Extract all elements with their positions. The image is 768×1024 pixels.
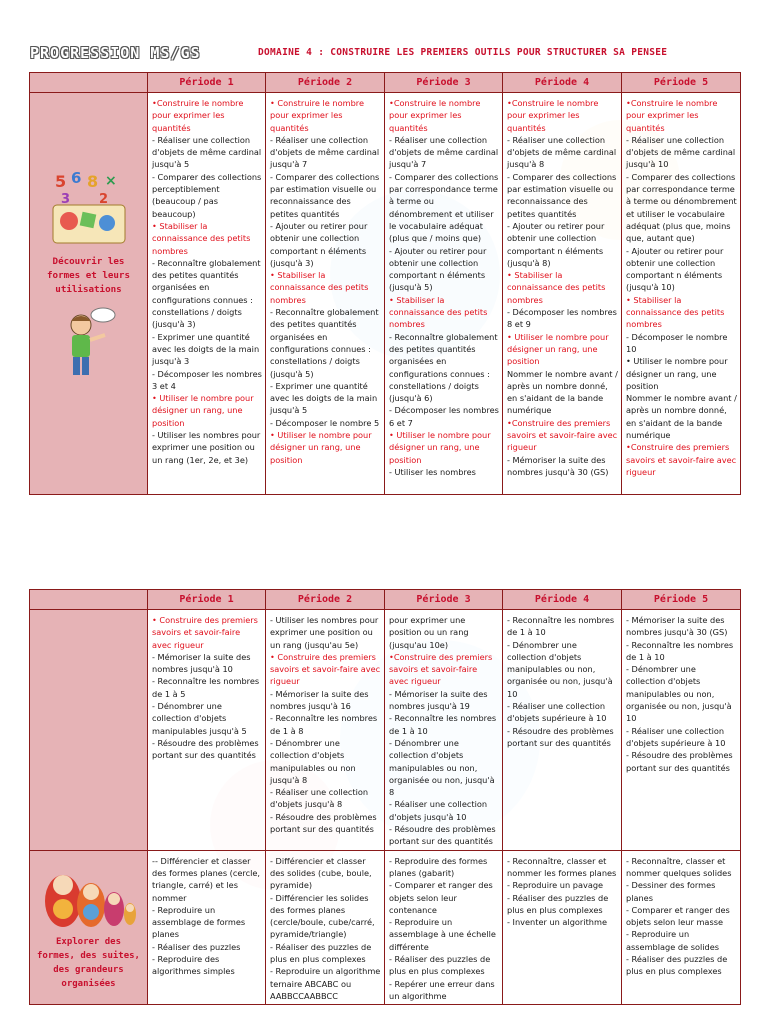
cell-item: - Décomposer le nombre 5: [270, 417, 380, 428]
cell-item: - Reproduire des formes planes (gabarit): [389, 855, 488, 878]
cell-item: •Construire des premiers savoirs et savoir-faire avec rigueur: [389, 651, 493, 687]
cell-item: - Dénombrer une collection d'objets manipulables ou non jusqu'à 8: [270, 737, 356, 785]
cell-item: - Mémoriser la suite des nombres jusqu'à 19: [389, 688, 488, 712]
child-speaking-icon: [61, 307, 117, 381]
period-header-row: [30, 73, 741, 93]
cell-item: Nommer le nombre avant / après un nombre donné, en s'aidant de la bande numérique: [507, 368, 618, 416]
row-label: Découvrir les formes et leurs utilisations: [47, 256, 130, 295]
cell-item: - Comparer et ranger des objets selon leur contenance: [389, 880, 493, 915]
cell-item: - Résoudre des problèmes portant sur des quantités: [152, 737, 259, 761]
period-header-2: Période 2: [266, 73, 385, 93]
period-cell-1: [148, 850, 266, 1005]
period-cell-5: [622, 850, 741, 1005]
cell-item: - Réaliser une collection d'objets de même cardinal jusqu'à 7: [389, 134, 499, 170]
period-header-3: Période 3: [385, 590, 503, 610]
cell-item: - Réaliser une collection d'objets de même cardinal jusqu'à 5: [152, 134, 262, 170]
svg-text:5: 5: [54, 172, 66, 191]
cell-item: - Reconnaître, classer et nommer les formes planes: [507, 855, 617, 878]
cell-item: - Dénombrer une collection d'objets manipulables ou non, organisée ou non, jusqu'à 8: [389, 737, 495, 798]
cell-item: - Utiliser les nombres: [389, 466, 476, 477]
numbers-illustration-icon: [49, 165, 129, 247]
cell-item: - Réaliser des puzzles de plus en plus complexes: [507, 892, 609, 915]
cell-item: - Reconnaître, classer et nommer quelques solides: [626, 855, 732, 878]
cell-item: - Réaliser une collection d'objets jusqu'à 8: [270, 787, 369, 810]
period-header-1: Période 1: [148, 73, 266, 93]
cell-item: - Utiliser les nombres pour exprimer une position ou un rang (jusqu'au 5e): [270, 615, 379, 650]
cell-item: • Utiliser le nombre pour désigner un rang, une position: [152, 393, 254, 428]
period-cell-3: [385, 93, 503, 495]
cell-item: - Exprimer une quantité avec les doigts de la main jusqu'à 3: [152, 331, 260, 367]
svg-text:6: 6: [70, 169, 81, 187]
svg-text:8: 8: [86, 172, 98, 191]
period-cell-2: [266, 610, 385, 851]
cell-item: - Résoudre des problèmes portant sur des quantités: [270, 811, 377, 835]
cell-item: • Stabiliser la connaissance des petits nombres: [152, 220, 251, 256]
page-title: PROGRESSION MS/GS: [30, 44, 201, 62]
cell-item: -- Différencier et classer des formes planes (cercle, triangle, carré) et les nommer: [152, 855, 261, 903]
cell-item: • Stabiliser la connaissance des petits nombres: [507, 270, 606, 305]
cell-item: - Réaliser une collection d'objets jusqu'à 10: [389, 799, 488, 822]
cell-item: - Résoudre des problèmes portant sur des quantités: [389, 824, 496, 847]
cell-item: - Décomposer le nombre 10: [626, 331, 728, 354]
domain-title: DOMAINE 4 : CONSTRUIRE LES PREMIERS OUTILS POUR STRUCTURER SA PENSEE: [258, 47, 668, 58]
cell-item: • Construire des premiers savoirs et savoir-faire avec rigueur: [152, 615, 258, 650]
cell-item: - Réaliser des puzzles de plus en plus complexes: [270, 941, 372, 965]
table-row: [30, 610, 741, 851]
cell-item: •Construire le nombre pour exprimer les quantités: [507, 98, 599, 133]
cell-item: - Ajouter ou retirer pour obtenir une collection comportant n éléments (jusqu'à 10): [626, 245, 724, 293]
cell-item: • Utiliser le nombre pour désigner un rang, une position: [270, 430, 372, 465]
cell-item: • Construire des premiers savoirs et savoir-faire avec rigueur: [270, 651, 381, 687]
cell-item: - Réaliser des puzzles de plus en plus complexes: [389, 954, 491, 977]
period-header-5: Période 5: [622, 73, 741, 93]
period-header-row: [30, 590, 741, 610]
cell-item: • Utiliser le nombre pour désigner un rang, une position: [507, 331, 609, 367]
cell-item: - Reconnaître les nombres de 1 à 5: [152, 676, 260, 699]
cell-item: - Reconnaître les nombres de 1 à 8: [270, 713, 378, 736]
period-header-5: Période 5: [622, 590, 741, 610]
corner-cell: [30, 590, 148, 610]
cell-item: - Reproduire un assemblage à une échelle différente: [389, 917, 496, 952]
cell-item: - Utiliser les nombres pour exprimer une position ou un rang (1er, 2e, et 3e): [152, 430, 261, 465]
period-cell-4: [503, 93, 622, 495]
period-cell-5: [622, 610, 741, 851]
cell-item: - Comparer des collections par correspondance terme à terme ou dénombrement et utiliser le vocabulaire adéquat (plus que / moins que): [389, 171, 499, 244]
table-row: [30, 850, 741, 1005]
cell-item: • Stabiliser la connaissance des petits nombres: [389, 294, 488, 330]
cell-item: - Réaliser une collection d'objets de même cardinal jusqu'à 8: [507, 134, 617, 170]
period-cell-1: [148, 610, 266, 851]
cell-item: - Réaliser une collection d'objets supérieure à 10: [507, 701, 607, 724]
cell-item: - Dénombrer une collection d'objets manipulables ou non, organisée ou non, jusqu'à 10: [626, 664, 732, 724]
table-row: [30, 93, 741, 495]
period-header-2: Période 2: [266, 590, 385, 610]
cell-item: - Mémoriser la suite des nombres jusqu'à 30 (GS): [626, 615, 728, 638]
period-header-4: Période 4: [503, 73, 622, 93]
cell-item: - Mémoriser la suite des nombres jusqu'à 16: [270, 688, 369, 712]
period-cell-5: [622, 93, 741, 495]
cell-item: - Comparer des collections perceptiblement (beaucoup / pas beaucoup): [152, 171, 262, 219]
cell-item: - Reproduire des algorithmes simples: [152, 954, 235, 977]
nesting-dolls-icon: [41, 859, 137, 929]
period-cell-3: [385, 850, 503, 1005]
cell-item: • Stabiliser la connaissance des petits nombres: [270, 270, 369, 305]
period-cell-3: [385, 610, 503, 851]
cell-item: • Utiliser le nombre pour désigner un rang, une position: [626, 356, 728, 391]
cell-item: •Construire des premiers savoirs et savoir-faire avec rigueur: [626, 442, 737, 477]
row-label-cell: [30, 850, 148, 1005]
svg-text:×: ×: [104, 173, 117, 189]
cell-item: - Reconnaître globalement des petites quantités organisées en configurations connues : constellations / doigts (jusqu'à 6): [389, 331, 498, 404]
row-label-cell-empty: [30, 610, 148, 851]
cell-item: - Décomposer les nombres 6 et 7: [389, 405, 499, 428]
cell-item: - Inventer un algorithme: [507, 917, 607, 928]
period-header-4: Période 4: [503, 590, 622, 610]
cell-item: •Construire des premiers savoirs et savoir-faire avec rigueur: [507, 417, 618, 453]
cell-item: •Construire le nombre pour exprimer les quantités: [152, 98, 244, 133]
period-cell-2: [266, 850, 385, 1005]
cell-item: - Mémoriser la suite des nombres jusqu'à 30 (GS): [507, 454, 609, 477]
cell-item: - Différencier les solides des formes planes (cercle/boule, cube/carré, pyramide/triangle): [270, 892, 375, 940]
cell-item: - Décomposer les nombres 3 et 4: [152, 368, 262, 391]
cell-item: - Reconnaître les nombres de 1 à 10: [626, 639, 734, 662]
cell-item: - Réaliser une collection d'objets supérieure à 10: [626, 725, 726, 748]
cell-item: pour exprimer une position ou un rang (jusqu'au 10e): [389, 615, 469, 650]
cell-item: - Résoudre des problèmes portant sur des quantités: [626, 750, 733, 773]
cell-item: - Comparer et ranger des objets selon leur masse: [626, 904, 730, 928]
cell-item: • Stabiliser la connaissance des petits nombres: [626, 294, 725, 330]
cell-item: - Reconnaître les nombres de 1 à 10: [389, 713, 497, 736]
period-header-3: Période 3: [385, 73, 503, 93]
cell-item: - Reproduire un assemblage de formes planes: [152, 904, 246, 940]
svg-text:2: 2: [98, 192, 108, 207]
corner-cell: [30, 73, 148, 93]
row-label-cell: [30, 93, 148, 495]
cell-item: - Dénombrer une collection d'objets manipulables ou non, organisée ou non, jusqu'à 10: [507, 639, 613, 699]
svg-text:3: 3: [60, 192, 70, 207]
cell-item: - Repérer une erreur dans un algorithme: [389, 978, 495, 1001]
cell-item: •Construire le nombre pour exprimer les quantités: [626, 98, 718, 133]
cell-item: - Reproduire un algorithme ternaire ABCABC ou AABBCCAABBCC: [270, 966, 381, 1001]
cell-item: - Différencier et classer des solides (cube, boule, pyramide): [270, 855, 372, 891]
cell-item: - Résoudre des problèmes portant sur des quantités: [507, 725, 614, 748]
cell-item: •Construire le nombre pour exprimer les quantités: [389, 98, 481, 133]
cell-item: - Comparer des collections par correspondance terme à terme ou dénombrement et utiliser le vocabulaire adéquat (plus que, moins que, autant que): [626, 171, 737, 244]
cell-item: - Reconnaître globalement des petites quantités organisées en configurations connues : constellations / doigts (jusqu'à 3): [152, 257, 261, 330]
period-header-1: Période 1: [148, 590, 266, 610]
progression-table-2: [29, 589, 741, 1005]
cell-item: - Réaliser des puzzles de plus en plus complexes: [626, 954, 728, 977]
cell-item: - Comparer des collections par estimation visuelle ou reconnaissance des petites quantités: [270, 171, 380, 219]
cell-item: - Ajouter ou retirer pour obtenir une collection comportant n éléments (jusqu'à 5): [389, 245, 487, 293]
cell-item: - Mémoriser la suite des nombres jusqu'à 10: [152, 651, 251, 675]
cell-item: Nommer le nombre avant / après un nombre donné, en s'aidant de la bande numérique: [626, 393, 737, 441]
cell-item: - Reproduire un assemblage de solides: [626, 929, 720, 952]
row-label: Explorer des formes, des suites, des grandeurs organisées: [37, 936, 140, 989]
cell-item: - Dessiner des formes planes: [626, 880, 716, 903]
cell-item: - Réaliser une collection d'objets de même cardinal jusqu'à 7: [270, 134, 380, 170]
cell-item: • Utiliser le nombre pour désigner un rang, une position: [389, 430, 491, 465]
cell-item: - Ajouter ou retirer pour obtenir une collection comportant n éléments (jusqu'à 8): [507, 220, 605, 268]
cell-item: - Décomposer les nombres 8 et 9: [507, 307, 617, 330]
cell-item: - Reconnaître les nombres de 1 à 10: [507, 615, 615, 638]
cell-item: • Construire le nombre pour exprimer les quantités: [270, 98, 364, 133]
cell-item: - Comparer des collections par estimation visuelle ou reconnaissance des petites quantités: [507, 171, 617, 219]
cell-item: - Reconnaître globalement des petites quantités organisées en configurations connues : constellations / doigts (jusqu'à 5): [270, 307, 379, 379]
period-cell-4: [503, 610, 622, 851]
cell-item: - Reproduire un pavage: [507, 880, 604, 891]
cell-item: - Ajouter ou retirer pour obtenir une collection comportant n éléments (jusqu'à 3): [270, 220, 368, 268]
period-cell-2: [266, 93, 385, 495]
period-cell-1: [148, 93, 266, 495]
cell-item: - Exprimer une quantité avec les doigts de la main jusqu'à 5: [270, 380, 378, 416]
cell-item: - Dénombrer une collection d'objets manipulables jusqu'à 5: [152, 701, 247, 736]
progression-table-1: [29, 72, 741, 495]
period-cell-4: [503, 850, 622, 1005]
cell-item: - Réaliser une collection d'objets de même cardinal jusqu'à 10: [626, 134, 736, 170]
cell-item: - Réaliser des puzzles: [152, 941, 241, 952]
